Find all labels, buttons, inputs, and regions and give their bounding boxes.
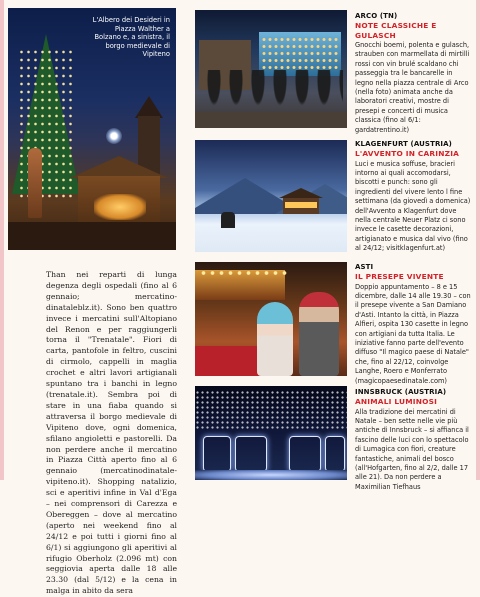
entry-location: ARCO (TN) — [355, 12, 398, 20]
street-lamp — [106, 128, 122, 144]
photo-innsbruck — [195, 386, 347, 480]
entry-heading: IL PRESEPE VIVENTE — [355, 272, 444, 281]
article-body — [46, 270, 177, 597]
windows — [261, 36, 339, 72]
light-deer — [203, 436, 231, 472]
photo-bolzano-vipiteno — [8, 8, 176, 250]
entry-text: Doppio appuntamento – 8 e 15 dicembre, dalle 14 alle 19.30 – con il presepe vivente a San Damiano d'Asti. Intanto la città, in Piazza Alfieri, ospita 130 casette in legno con artigiani da tutta Italia. Le iniziative fanno parte dell'evento diffuso "Il magico paese di Natale" che, fino al 22/12, coinvolge Langhe, Roero e Monferrato (magicopaesedinatale.com) — [355, 282, 471, 385]
entry-arco — [355, 12, 472, 135]
walkers — [221, 212, 235, 228]
entry-klagenfurt — [355, 140, 472, 254]
entry-heading: ANIMALI LUMINOSI — [355, 397, 438, 406]
entry-asti — [355, 263, 472, 386]
page-edge-right — [476, 0, 480, 480]
tree-lights — [18, 48, 76, 198]
wooden-statue — [28, 148, 42, 218]
light-deer — [289, 436, 321, 472]
nativity-hut-roof — [70, 156, 168, 178]
article-paragraph: Than nei reparti di lunga degenza degli ospedali (fino al 6 gennaio; mercatino-dinataleblz.it). Sono ben quattro invece i mercatini sull'Altopiano del Renon e per raggiungerli torna il "Trenatale". Fiori di carta, pantofole in feltro, cuscini di cirmolo, cappelli in maglia crochet e altri lavori artigianali spuntano tra i banchi in legno (trenatale.it). Sembra poi di stare in una fiaba quando si attraversa il borgo medievale di Vipiteno dove, ogni domenica, sfilano angioletti e pastorelli. Da non perdere anche il mercatino in Piazza Città aperto fino al 6 gennaio (mercatinodinatale-vipiteno.it). Shopping natalizio, sci e aperitivi infine in Val d'Ega – nei comprensori di Carezza e Obereggen – dove al mercatino (aperto nei weekend fino al 24/12 e poi tutti i giorni fino al 6/1) si aggiungono gli aperitivi al rifugio Oberholz (2.096 mt) con seggiovia aperta dalle 18 alle 23.30 (dal 5/12) e la cena in malga in abito da sera — [46, 270, 177, 596]
photo-arco — [195, 10, 347, 128]
lit-trees — [195, 390, 347, 430]
entry-heading: L'AVVENTO IN CARINZIA — [355, 149, 460, 158]
entry-location: INNSBRUCK (AUSTRIA) — [355, 388, 447, 396]
entry-heading: NOTE CLASSICHE E GULASCH — [355, 21, 437, 40]
photo-caption: L'Albero dei Desideri in Piazza Walther a Bolzano e, a sinistra, il borgo medievale di Vipiteno — [92, 16, 170, 59]
light-deer — [325, 436, 345, 472]
entry-text: Luci e musica soffuse, bracieri intorno ai quali accomodarsi, biscotti e punch: sono gli ingredienti del vivere lento l fine settimana (da giovedì a domenica) dell'Avvento a Klagenfurt dove nella centrale Neuer Platz ci sono invece le casette decorazioni, artigianato e musica dal vivo (fino al 24/12; visitklagenfurt.at) — [355, 159, 471, 253]
string-lights — [199, 268, 289, 278]
entry-location: KLAGENFURT (AUSTRIA) — [355, 140, 452, 148]
light-deer — [235, 436, 267, 472]
page-edge-left — [0, 0, 4, 480]
nativity-light — [94, 194, 146, 220]
chalet-roof — [279, 188, 323, 198]
red-table — [195, 346, 265, 376]
man-figure — [299, 292, 339, 376]
entry-innsbruck — [355, 388, 472, 492]
ground — [8, 222, 176, 250]
glow-ground — [195, 470, 347, 480]
tower-roof — [135, 96, 163, 118]
photo-klagenfurt — [195, 140, 347, 252]
crowd — [203, 70, 343, 120]
woman-figure — [257, 302, 293, 376]
photo-asti — [195, 262, 347, 376]
chalet-lights — [285, 202, 317, 208]
entry-location: ASTI — [355, 263, 374, 271]
entry-text: Gnocchi boemi, polenta e gulasch, strauben con marmellata di mirtilli rossi con vin brulé scaldano chi passeggia tra le bancarelle in legno nella piazza centrale di Arco (nella foto) animata anche da laboratori creativi, mostre di presepi e concerti di musica classica (fino al 6/1: gardatrentino.it) — [355, 41, 470, 134]
entry-text: Alla tradizione dei mercatini di Natale – ben sette nelle vie più antiche di Innsbruck – si affianca il fascino delle luci con lo spettacolo di Lumagica con fiori, creature fantastiche, animali del bosco (all'Hofgarten, fino al 2/2, dalle 17 alle 21). Da non perdere a Maximilian Tiefhaus — [355, 407, 469, 491]
